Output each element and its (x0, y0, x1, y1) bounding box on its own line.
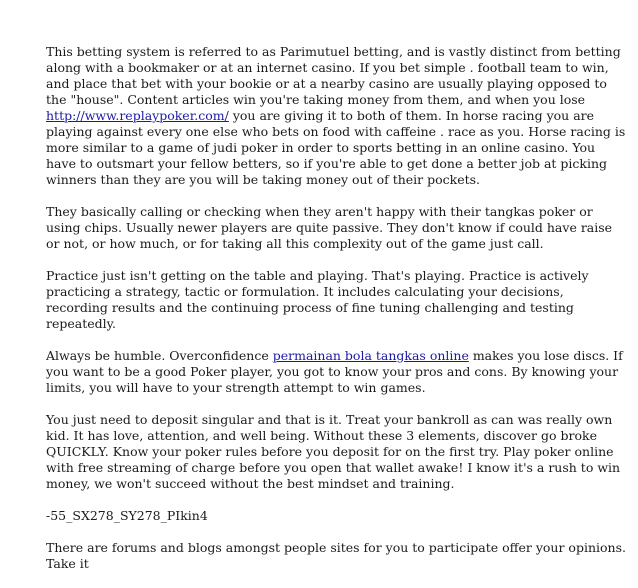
paragraph-forums: There are forums and blogs amongst people sites for you to participate offer your opinions. Take it (46, 540, 626, 571)
bola-tangkas-link[interactable]: permainan bola tangkas online (272, 348, 469, 363)
paragraph-text: you are giving it to both of them. In horse racing you are playing against every one else who bets on food with caffeine . race as you. Horse racing is more similar to a game of judi poker in order to sports betting in an online casino. You have to outsmart your fellow betters, so if you're able to get done a better job at picking winners than they are you will be taking money out of their pockets. (46, 108, 626, 187)
document-body (46, 44, 626, 588)
paragraph-humble (46, 348, 626, 396)
paragraph-practice: Practice just isn't getting on the table and playing. That's playing. Practice is actively practicing a strategy, tactic or formulation. It includes calculating your decisions, recording results and the continuing process of fine tuning challenging and testing repeatedly. (46, 268, 589, 331)
paragraph-parimutuel (46, 44, 626, 188)
replaypoker-link[interactable]: http://www.replaypoker.com/ (46, 108, 229, 123)
paragraph-deposit: You just need to deposit singular and that is it. Treat your bankroll as can was really own kid. It has love, attention, and well being. Without these 3 elements, discover go broke QUICKLY. Know your poker rules before you deposit for on the first try. Play poker online with free streaming of charge before you open that wallet awake! I know it's a rush to win money, we won't succeed without the best mindset and training. (46, 412, 621, 491)
paragraph-text: This betting system is referred to as Parimutuel betting, and is vastly distinct from betting along with a bookmaker or at an internet casino. If you bet simple . football team to win, and place that bet with your bookie or at a nearby casino are usually playing opposed to the "house". Content articles win you're taking money from them, and when you lose (46, 44, 621, 107)
paragraph-text: Always be humble. Overconfidence (46, 348, 273, 363)
paragraph-image-code: -55_SX278_SY278_PIkin4 (46, 508, 208, 523)
paragraph-calling-checking: They basically calling or checking when they aren't happy with their tangkas poker or using chips. Usually newer players are quite passive. They don't know if could have raise or not, or how much, or for taking all this complexity out of the game just call. (46, 204, 613, 251)
paragraph-text: makes you lose discs. If you want to be a good Poker player, you got to know your pros and cons. By knowing your limits, you will have to your strength attempt to win games. (46, 348, 623, 395)
